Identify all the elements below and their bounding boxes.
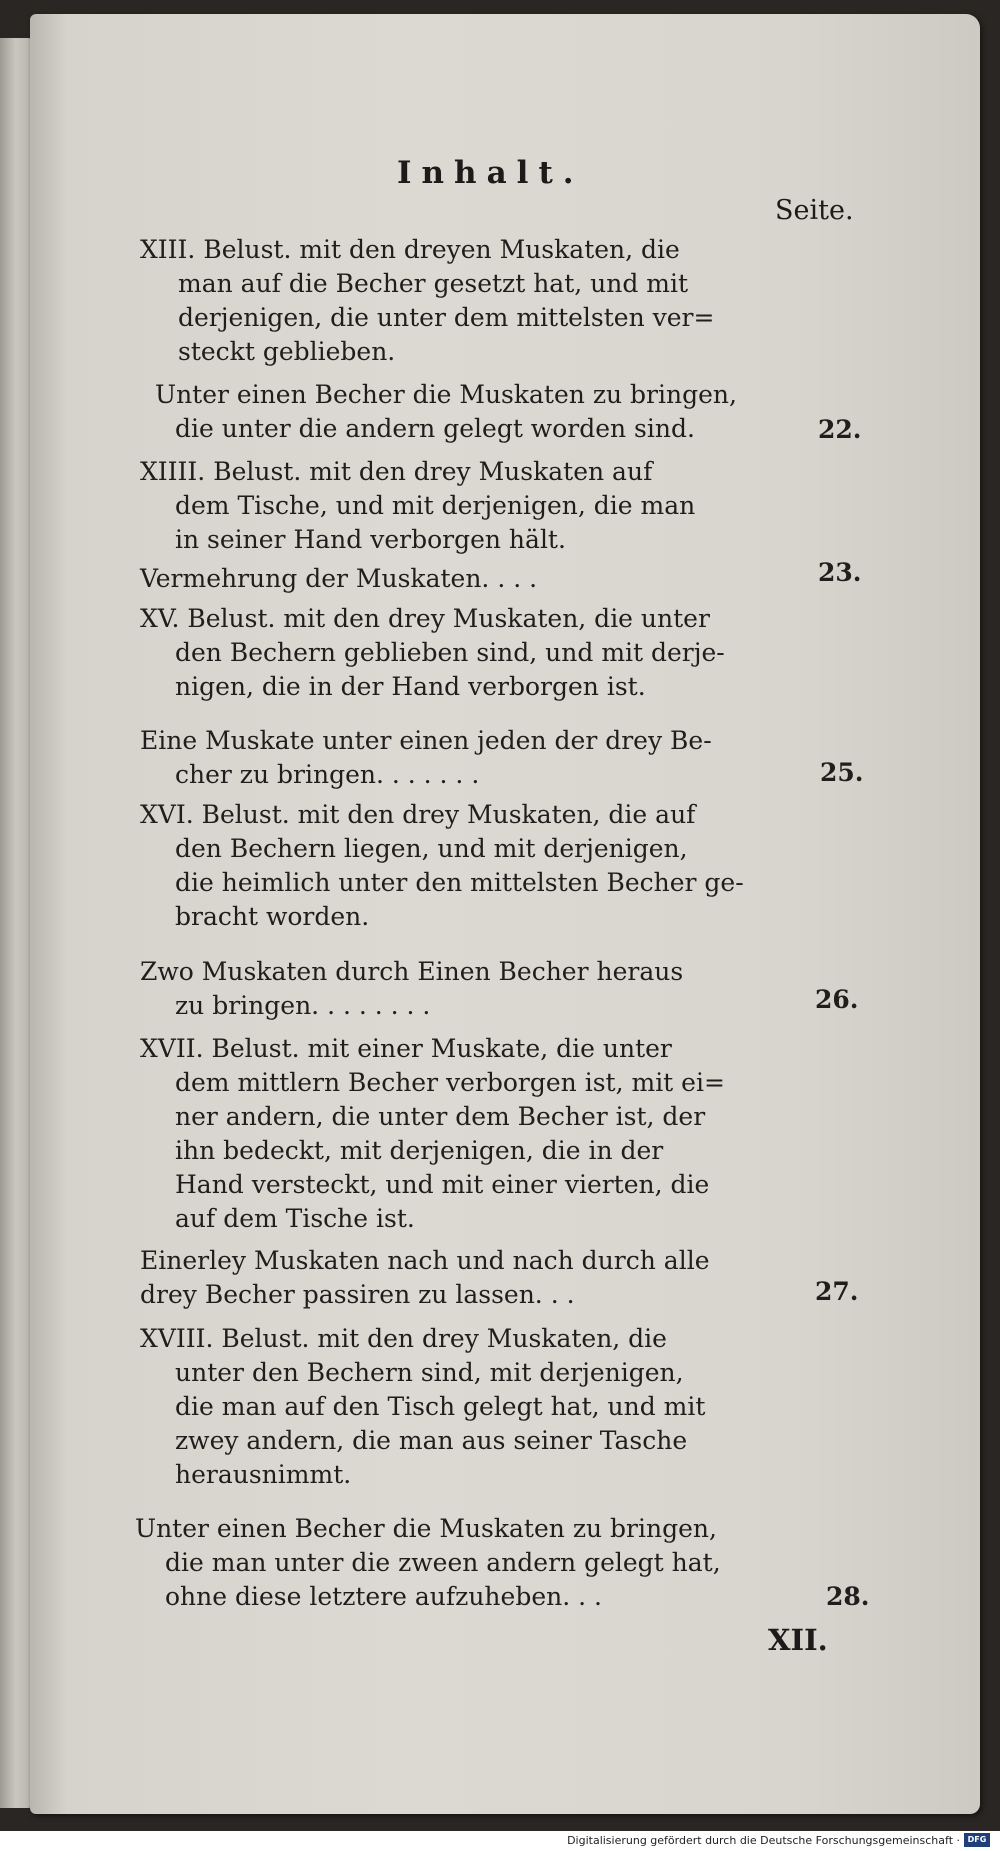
toc-line: den Bechern liegen, und mit derjenigen,: [175, 834, 688, 863]
toc-line: in seiner Hand verborgen hält.: [175, 525, 566, 554]
toc-line: drey Becher passiren zu lassen. . .: [140, 1280, 575, 1309]
page-number: 25.: [820, 758, 864, 787]
toc-line: XIII. Belust. mit den dreyen Muskaten, die: [140, 235, 680, 264]
toc-line: die heimlich unter den mittelsten Becher ge-: [175, 868, 744, 897]
toc-line: XIIII. Belust. mit den drey Muskaten auf: [140, 457, 653, 486]
toc-line: auf dem Tische ist.: [175, 1204, 415, 1233]
page-title: Inhalt.: [397, 155, 584, 191]
toc-line: XVIII. Belust. mit den drey Muskaten, die: [140, 1324, 667, 1353]
page-number: 23.: [818, 558, 862, 587]
toc-line: dem mittlern Becher verborgen ist, mit ei=: [175, 1068, 725, 1097]
toc-line: XVII. Belust. mit einer Muskate, die unter: [140, 1034, 672, 1063]
toc-line: Eine Muskate unter einen jeden der drey Be-: [140, 726, 712, 755]
dfg-logo: DFG: [964, 1833, 990, 1847]
toc-line: ihn bedeckt, mit derjenigen, die in der: [175, 1136, 664, 1165]
funding-credit: Digitalisierung gefördert durch die Deutsche Forschungsgemeinschaft ·: [567, 1834, 960, 1847]
toc-line: bracht worden.: [175, 902, 370, 931]
toc-line: Hand versteckt, und mit einer vierten, die: [175, 1170, 710, 1199]
page-number: 27.: [815, 1277, 859, 1306]
toc-line: unter den Bechern sind, mit derjenigen,: [175, 1358, 684, 1387]
toc-line: Einerley Muskaten nach und nach durch alle: [140, 1246, 710, 1275]
toc-line: ner andern, die unter dem Becher ist, der: [175, 1102, 706, 1131]
toc-line: Unter einen Becher die Muskaten zu bringen,: [135, 1514, 717, 1543]
toc-line: den Bechern geblieben sind, und mit derje-: [175, 638, 725, 667]
toc-line: zu bringen. . . . . . . .: [175, 991, 431, 1020]
toc-line: cher zu bringen. . . . . . .: [175, 760, 480, 789]
page-number: 26.: [815, 985, 859, 1014]
page-number: 22.: [818, 415, 862, 444]
toc-line: zwey andern, die man aus seiner Tasche: [175, 1426, 688, 1455]
toc-line: die man unter die zween andern gelegt hat,: [165, 1548, 721, 1577]
toc-line: XV. Belust. mit den drey Muskaten, die unter: [140, 604, 710, 633]
toc-line: ohne diese letztere aufzuheben. . .: [165, 1582, 602, 1611]
toc-line: die unter die andern gelegt worden sind.: [175, 414, 695, 443]
toc-line: man auf die Becher gesetzt hat, und mit: [178, 269, 689, 298]
toc-line: derjenigen, die unter dem mittelsten ver=: [178, 303, 715, 332]
toc-line: nigen, die in der Hand verborgen ist.: [175, 672, 646, 701]
page-column-label: Seite.: [775, 195, 854, 226]
toc-line: dem Tische, und mit derjenigen, die man: [175, 491, 696, 520]
toc-line: die man auf den Tisch gelegt hat, und mit: [175, 1392, 706, 1421]
toc-line: Vermehrung der Muskaten. . . .: [140, 564, 538, 593]
toc-line: Unter einen Becher die Muskaten zu bringen,: [155, 380, 737, 409]
toc-line: steckt geblieben.: [178, 337, 396, 366]
toc-line: Zwo Muskaten durch Einen Becher heraus: [140, 957, 684, 986]
toc-line: herausnimmt.: [175, 1460, 352, 1489]
page-number: 28.: [826, 1582, 870, 1611]
catchword: XII.: [768, 1623, 828, 1657]
toc-line: XVI. Belust. mit den drey Muskaten, die auf: [140, 800, 696, 829]
